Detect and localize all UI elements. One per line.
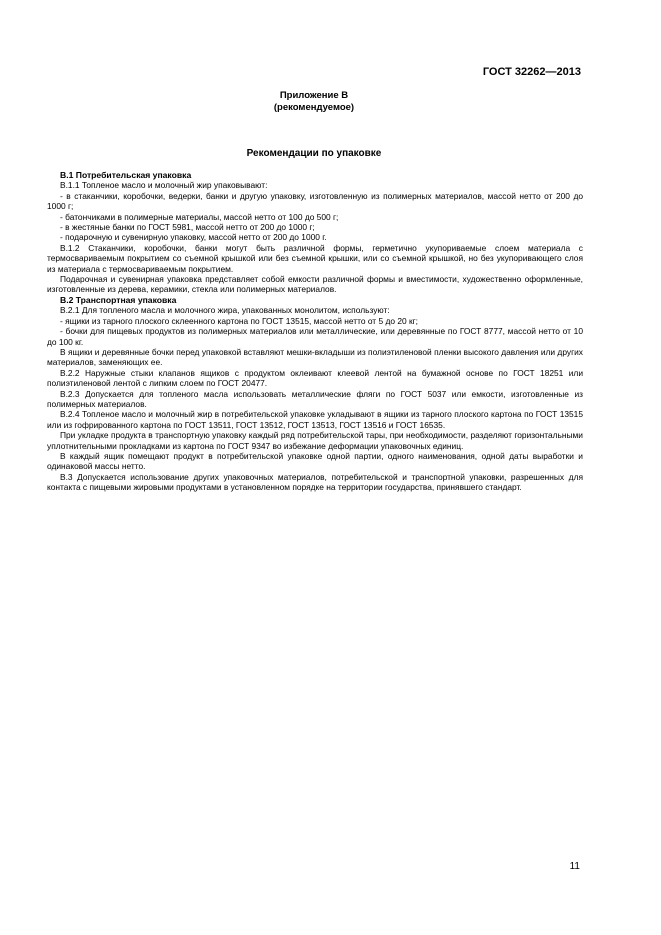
paragraph: В.2.2 Наружные стыки клапанов ящиков с продуктом оклеивают клеевой лентой на бумажной основе по ГОСТ 18251 или полиэтиленовой лентой с липким слоем по ГОСТ 20477. [47,367,583,389]
paragraph: При укладке продукта в транспортную упаковку каждый ряд потребительской тары, при необходимости, разделяют горизонтальными уплотнительными прокладками из картона по ГОСТ 9347 во избежание деформации упаковочных единиц. [47,430,583,451]
paragraph: В.2.4 Топленое масло и молочный жир в потребительской упаковке укладывают в ящики из тарного плоского картона по ГОСТ 13515 или из гофрированного картона по ГОСТ 13511, ГОСТ 13512, ГОСТ 13513, ГОСТ 13516 и ГОСТ 16535. [47,409,583,430]
section-title: Рекомендации по упаковке [246,148,382,159]
paragraph: В.2.1 Для топленого масла и молочного жира, упакованных монолитом, используют: [60,305,390,316]
appendix-title: Приложение В [279,90,349,101]
paragraph: В каждый ящик помещают продукт в потребительской упаковке одной партии, одного наименования, одной даты выработки и одинаковой массы нетто. [47,450,583,472]
paragraph: В ящики и деревянные бочки перед упаковкой вставляют мешки-вкладыши из полиэтиленовой пленки высокого давления или других материалов, заменяющих ее. [47,346,583,368]
paragraph: Подарочная и сувенирная упаковка представляет собой емкости различной формы и вместимости, художественно оформленные, изготовленные из дерева, керамики, стекла или полимерных материалов. [47,274,583,295]
document-code: ГОСТ 32262—2013 [482,66,581,78]
section-heading-b2: В.2 Транспортная упаковка [60,294,177,305]
list-item: - ящики из тарного плоского склеенного картона по ГОСТ 13515, массой нетто от 5 до 20 кг; [60,315,419,326]
paragraph: В.2.3 Допускается для топленого масла использовать металлические фляги по ГОСТ 5037 или емкости, изготовленные из полимерных материалов. [47,388,583,409]
page-number: 11 [569,861,580,872]
appendix-status: (рекомендуемое) [273,102,355,113]
paragraph: В.3 Допускается использование других упаковочных материалов, потребительской и транспортной упаковки, разрешенных для контакта с пищевыми жировыми продуктами в установленном порядке на территории государства, принявшего стандарт. [47,471,583,493]
paragraph: В.1.1 Топленое масло и молочный жир упаковывают: [60,180,268,191]
list-item: - в стаканчики, коробочки, ведерки, банки и другую упаковку, изготовленную из полимерных материалов, массой нетто от 200 до 1000 г; [47,190,583,212]
list-item: - в жестяные банки по ГОСТ 5981, массой нетто от 200 до 1000 г; [60,222,315,233]
paragraph: В.1.2 Стаканчики, коробочки, банки могут быть различной формы, герметично укупориваемые слоем материала с термосвариваемым покрытием со съемной крышкой или без съемной крышки, или со съемной крышкой, но без укупоривающего слоя из материала с термосвариваемым покрытием. [47,242,583,274]
list-item: - бочки для пищевых продуктов из полимерных материалов или металлические, или деревянные по ГОСТ 8777, массой нетто от 10 до 100 кг. [47,326,583,347]
appendix-header [0,90,628,114]
document-body [47,170,583,493]
list-item: - батончиками в полимерные материалы, массой нетто от 100 до 500 г; [60,211,339,222]
list-item: - подарочную и сувенирную упаковку, массой нетто от 200 до 1000 г. [60,232,327,243]
section-heading-b1: В.1 Потребительская упаковка [60,170,192,180]
